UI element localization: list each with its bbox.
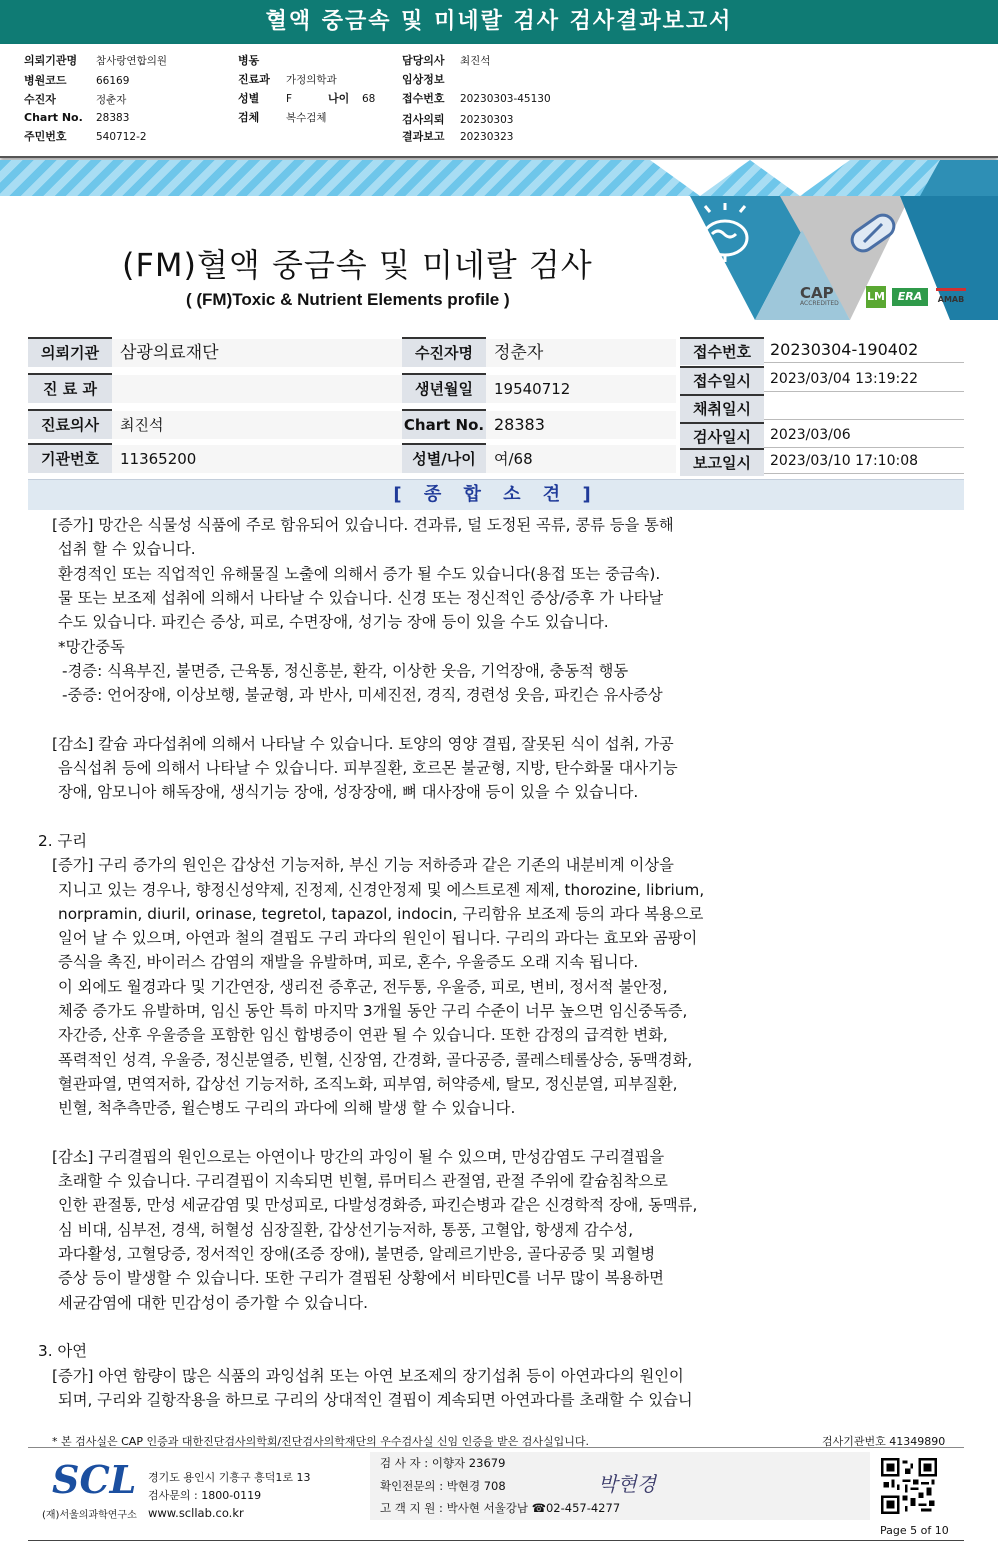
summary-line: 되며, 구리와 길항작용을 하므로 구리의 상대적인 결핍이 계속되면 아연과다를 초래할 수 있습니 — [58, 1390, 693, 1409]
value-report-time: 2023/03/10 17:10:08 — [764, 448, 964, 474]
value-department — [112, 375, 402, 403]
cap-logo: CAP ACCREDITED — [800, 284, 839, 307]
value-patient-name: 정춘자 — [486, 339, 676, 367]
value-receipt-no: 20230304-190402 — [764, 337, 964, 363]
label-receipt-time: 접수일시 — [680, 366, 764, 394]
info-department: 진료과 가정의학과 — [238, 73, 337, 86]
info-chart-no: Chart No. 28383 — [24, 111, 130, 124]
label-sex-age: 성별/나이 — [402, 443, 486, 473]
label-doctor: 진료의사 — [28, 409, 112, 439]
value-institution-no: 11365200 — [112, 445, 402, 473]
summary-line: norpramin, diuril, orinase, tegretol, tapazol, indocin, 구리함유 보조제 등의 과다 복용으로 — [58, 904, 704, 923]
lab-phone: 검사문의 : 1800-0119 — [148, 1489, 262, 1502]
scl-logo-caption: (재)서울의과학연구소 — [42, 1510, 137, 1521]
summary-line: 증식을 촉진, 바이러스 감염의 재발을 유발하며, 피로, 혼수, 우울증도 오래 지속 됩니다. — [58, 953, 639, 972]
summary-line: 물 또는 보조제 섭취에 의해서 나타날 수 있습니다. 신경 또는 정신적인 증상/증후 가 나타날 — [58, 588, 664, 607]
lab-registration-no: 검사기관번호 41349890 — [822, 1435, 946, 1448]
request-info-panel — [0, 44, 998, 158]
summary-line: 초래할 수 있습니다. 구리결핍이 지속되면 빈혈, 류머티스 관절염, 관절 주위에 칼슘침착으로 — [58, 1172, 668, 1191]
summary-line: *망간중독 — [58, 637, 125, 656]
info-ward: 병동 — [238, 54, 260, 67]
specialist: 확인전문의 : 박현경 708 — [380, 1479, 506, 1493]
value-birth-date: 19540712 — [486, 375, 676, 403]
report-banner: 혈액 중금속 및 미네랄 검사 검사결과보고서 — [0, 0, 998, 44]
amab-logo: AMAB — [936, 288, 966, 309]
summary-line: -중증: 언어장애, 이상보행, 불균형, 과 반사, 미세진전, 경직, 경련성 웃음, 파킨슨 유사증상 — [62, 686, 663, 705]
summary-line: 섭취 할 수 있습니다. — [58, 540, 196, 559]
summary-line: [감소] 구리결핍의 원인으로는 아연이나 망간의 과잉이 될 수 있으며, 만성감염도 구리결핍을 — [52, 1147, 665, 1166]
lm-logo: LM — [866, 286, 886, 308]
label-institution-no: 기관번호 — [28, 443, 112, 473]
qr-code-icon — [881, 1458, 937, 1514]
summary-line: 혈관파열, 면역저하, 갑상선 기능저하, 조직노화, 피부염, 허약증세, 탈모, 정신분열, 피부질환, — [58, 1074, 678, 1093]
value-test-time: 2023/03/06 — [764, 422, 964, 448]
label-institution: 의뢰기관 — [28, 337, 112, 367]
value-receipt-time: 2023/03/04 13:19:22 — [764, 366, 964, 392]
value-institution: 삼광의료재단 — [112, 339, 402, 367]
label-department: 진 료 과 — [28, 373, 112, 403]
value-chart-no: 28383 — [486, 411, 676, 439]
label-patient-name: 수진자명 — [402, 337, 486, 367]
specialist-signature: 박현경 — [598, 1472, 656, 1496]
info-doctor: 담당의사 최진석 — [402, 54, 491, 67]
info-request-date: 검사의뢰 20230303 — [402, 113, 514, 126]
summary-line: 체중 증가도 유발하며, 임신 동안 특히 마지막 3개월 동안 구리 수준이 너무 높으면 임신중독증, — [58, 1002, 688, 1020]
summary-line: 빈혈, 척추측만증, 윌슨병도 구리의 과다에 의해 발생 할 수 있습니다. — [58, 1099, 516, 1118]
page-number: Page 5 of 10 — [880, 1524, 949, 1537]
label-report-time: 보고일시 — [680, 448, 764, 476]
summary-line: 환경적인 또는 직업적인 유해물질 노출에 의해서 증가 될 수도 있습니다(용접 또는 중금속). — [58, 564, 661, 583]
info-report-date: 결과보고 20230323 — [402, 130, 514, 143]
summary-line: 2. 구리 — [38, 831, 88, 850]
era-logo: ERA — [892, 288, 928, 306]
value-sex-age: 여/68 — [486, 445, 676, 473]
info-specimen: 검체 복수검체 — [238, 111, 327, 124]
lab-website[interactable]: www.scllab.co.kr — [148, 1506, 244, 1520]
info-hospital-code: 병원코드 66169 — [24, 74, 130, 87]
summary-line: 인한 관절통, 만성 세균감염 및 만성피로, 다발성경화증, 파킨슨병과 같은 신경학적 장애, 동맥류, — [58, 1196, 698, 1215]
value-collection-time — [764, 394, 964, 420]
summary-line: 수도 있습니다. 파킨슨 증상, 피로, 수면장애, 성기능 장애 등이 있을 수도 있습니다. — [58, 613, 609, 632]
examiner: 검 사 자 : 이향자 23679 — [380, 1456, 506, 1470]
summary-line: 과다활성, 고혈당증, 정서적인 장애(조증 장애), 불면증, 알레르기반응, 골다공증 및 괴혈병 — [58, 1245, 656, 1263]
label-test-time: 검사일시 — [680, 422, 764, 450]
scl-logo: SCL — [52, 1457, 137, 1502]
info-hospital: 의뢰기관명 참사랑연합의원 — [24, 54, 168, 67]
label-chart-no: Chart No. — [402, 409, 486, 439]
info-sex: 성별 F — [238, 92, 293, 105]
summary-line: 자간증, 산후 우울증을 포함한 임신 합병증이 연관 될 수 있습니다. 또한 감정의 급격한 변화, — [58, 1026, 668, 1045]
summary-line: 지니고 있는 경우나, 향정신성약제, 진정제, 신경안정제 및 에스트로젠 제제, thorozine, librium, — [58, 880, 705, 899]
summary-line: 증상 등이 발생할 수 있습니다. 또한 구리가 결핍된 상황에서 비타민C를 너무 많이 복용하면 — [58, 1269, 664, 1288]
lab-address: 경기도 용인시 기흥구 흥덕1로 13 — [148, 1471, 311, 1484]
summary-line: [증가] 망간은 식물성 식품에 주로 함유되어 있습니다. 견과류, 덜 도정된 곡류, 콩류 등을 통해 — [52, 516, 674, 534]
summary-line: 3. 아연 — [38, 1342, 88, 1361]
summary-line: 심 비대, 심부전, 경색, 허혈성 심장질환, 갑상선기능저하, 통풍, 고혈압, 항생제 감수성, — [58, 1220, 634, 1239]
summary-line: 세균감염에 대한 민감성이 증가할 수 있습니다. — [58, 1293, 368, 1312]
info-clinical: 임상정보 — [402, 73, 445, 86]
value-doctor: 최진석 — [112, 411, 402, 439]
summary-line: 폭력적인 성격, 우울증, 정신분열증, 빈혈, 신장염, 간경화, 골다공증, 콜레스테롤상승, 동맥경화, — [58, 1050, 693, 1069]
label-receipt-no: 접수번호 — [680, 337, 764, 365]
summary-line: -경증: 식욕부진, 불면증, 근육통, 정신흥분, 환각, 이상한 웃음, 기억장애, 충동적 행동 — [62, 661, 629, 680]
summary-line: 일어 날 수 있으며, 아연과 철의 결핍도 구리 과다의 원인이 됩니다. 구리의 과다는 효모와 곰팡이 — [58, 929, 698, 948]
customer-support: 고 객 지 원 : 박사현 서울강남 ☎02-457-4277 — [380, 1501, 621, 1515]
summary-line: 이 외에도 월경과다 및 기간연장, 생리전 증후군, 전두통, 우울증, 피로, 변비, 정서적 불안정, — [58, 977, 668, 996]
info-resident-no: 주민번호 540712-2 — [24, 130, 147, 143]
info-age: 나이 68 — [328, 92, 376, 105]
info-receipt-no: 접수번호 20230303-45130 — [402, 92, 551, 105]
summary-line: 장애, 암모니아 해독장애, 생식기능 장애, 성장장애, 뼈 대사장애 등이 있을 수 있습니다. — [58, 783, 639, 802]
page-subtitle: ( (FM)Toxic & Nutrient Elements profile ) — [186, 290, 510, 309]
footer-divider — [28, 1447, 964, 1448]
info-patient: 수진자 정춘자 — [24, 93, 127, 106]
summary-line: [증가] 구리 증가의 원인은 갑상선 기능저하, 부신 기능 저하증과 같은 기존의 내분비계 이상을 — [52, 856, 674, 875]
label-birth-date: 생년월일 — [402, 373, 486, 403]
page-title: (FM)혈액 중금속 및 미네랄 검사 — [122, 246, 593, 284]
bottom-divider — [28, 1540, 964, 1541]
summary-line: [감소] 칼슘 과다섭취에 의해서 나타날 수 있습니다. 토양의 영양 결핍, 잘못된 식이 섭취, 가공 — [52, 734, 674, 753]
summary-line: [증가] 아연 함량이 많은 식품의 과잉섭취 또는 아연 보조제의 장기섭취 등이 아연과다의 원인이 — [52, 1366, 684, 1385]
certification-note: * 본 검사실은 CAP 인증과 대한진단검사의학회/진단검사의학재단의 우수검사실 신임 인증을 받은 검사실입니다. — [52, 1435, 590, 1448]
summary-line: 음식섭취 등에 의해서 나타날 수 있습니다. 피부질환, 호르몬 불균형, 지방, 탄수화물 대사기능 — [58, 759, 678, 777]
summary-heading: [ 종 합 소 견 ] — [28, 479, 964, 510]
label-collection-time: 채취일시 — [680, 394, 764, 422]
